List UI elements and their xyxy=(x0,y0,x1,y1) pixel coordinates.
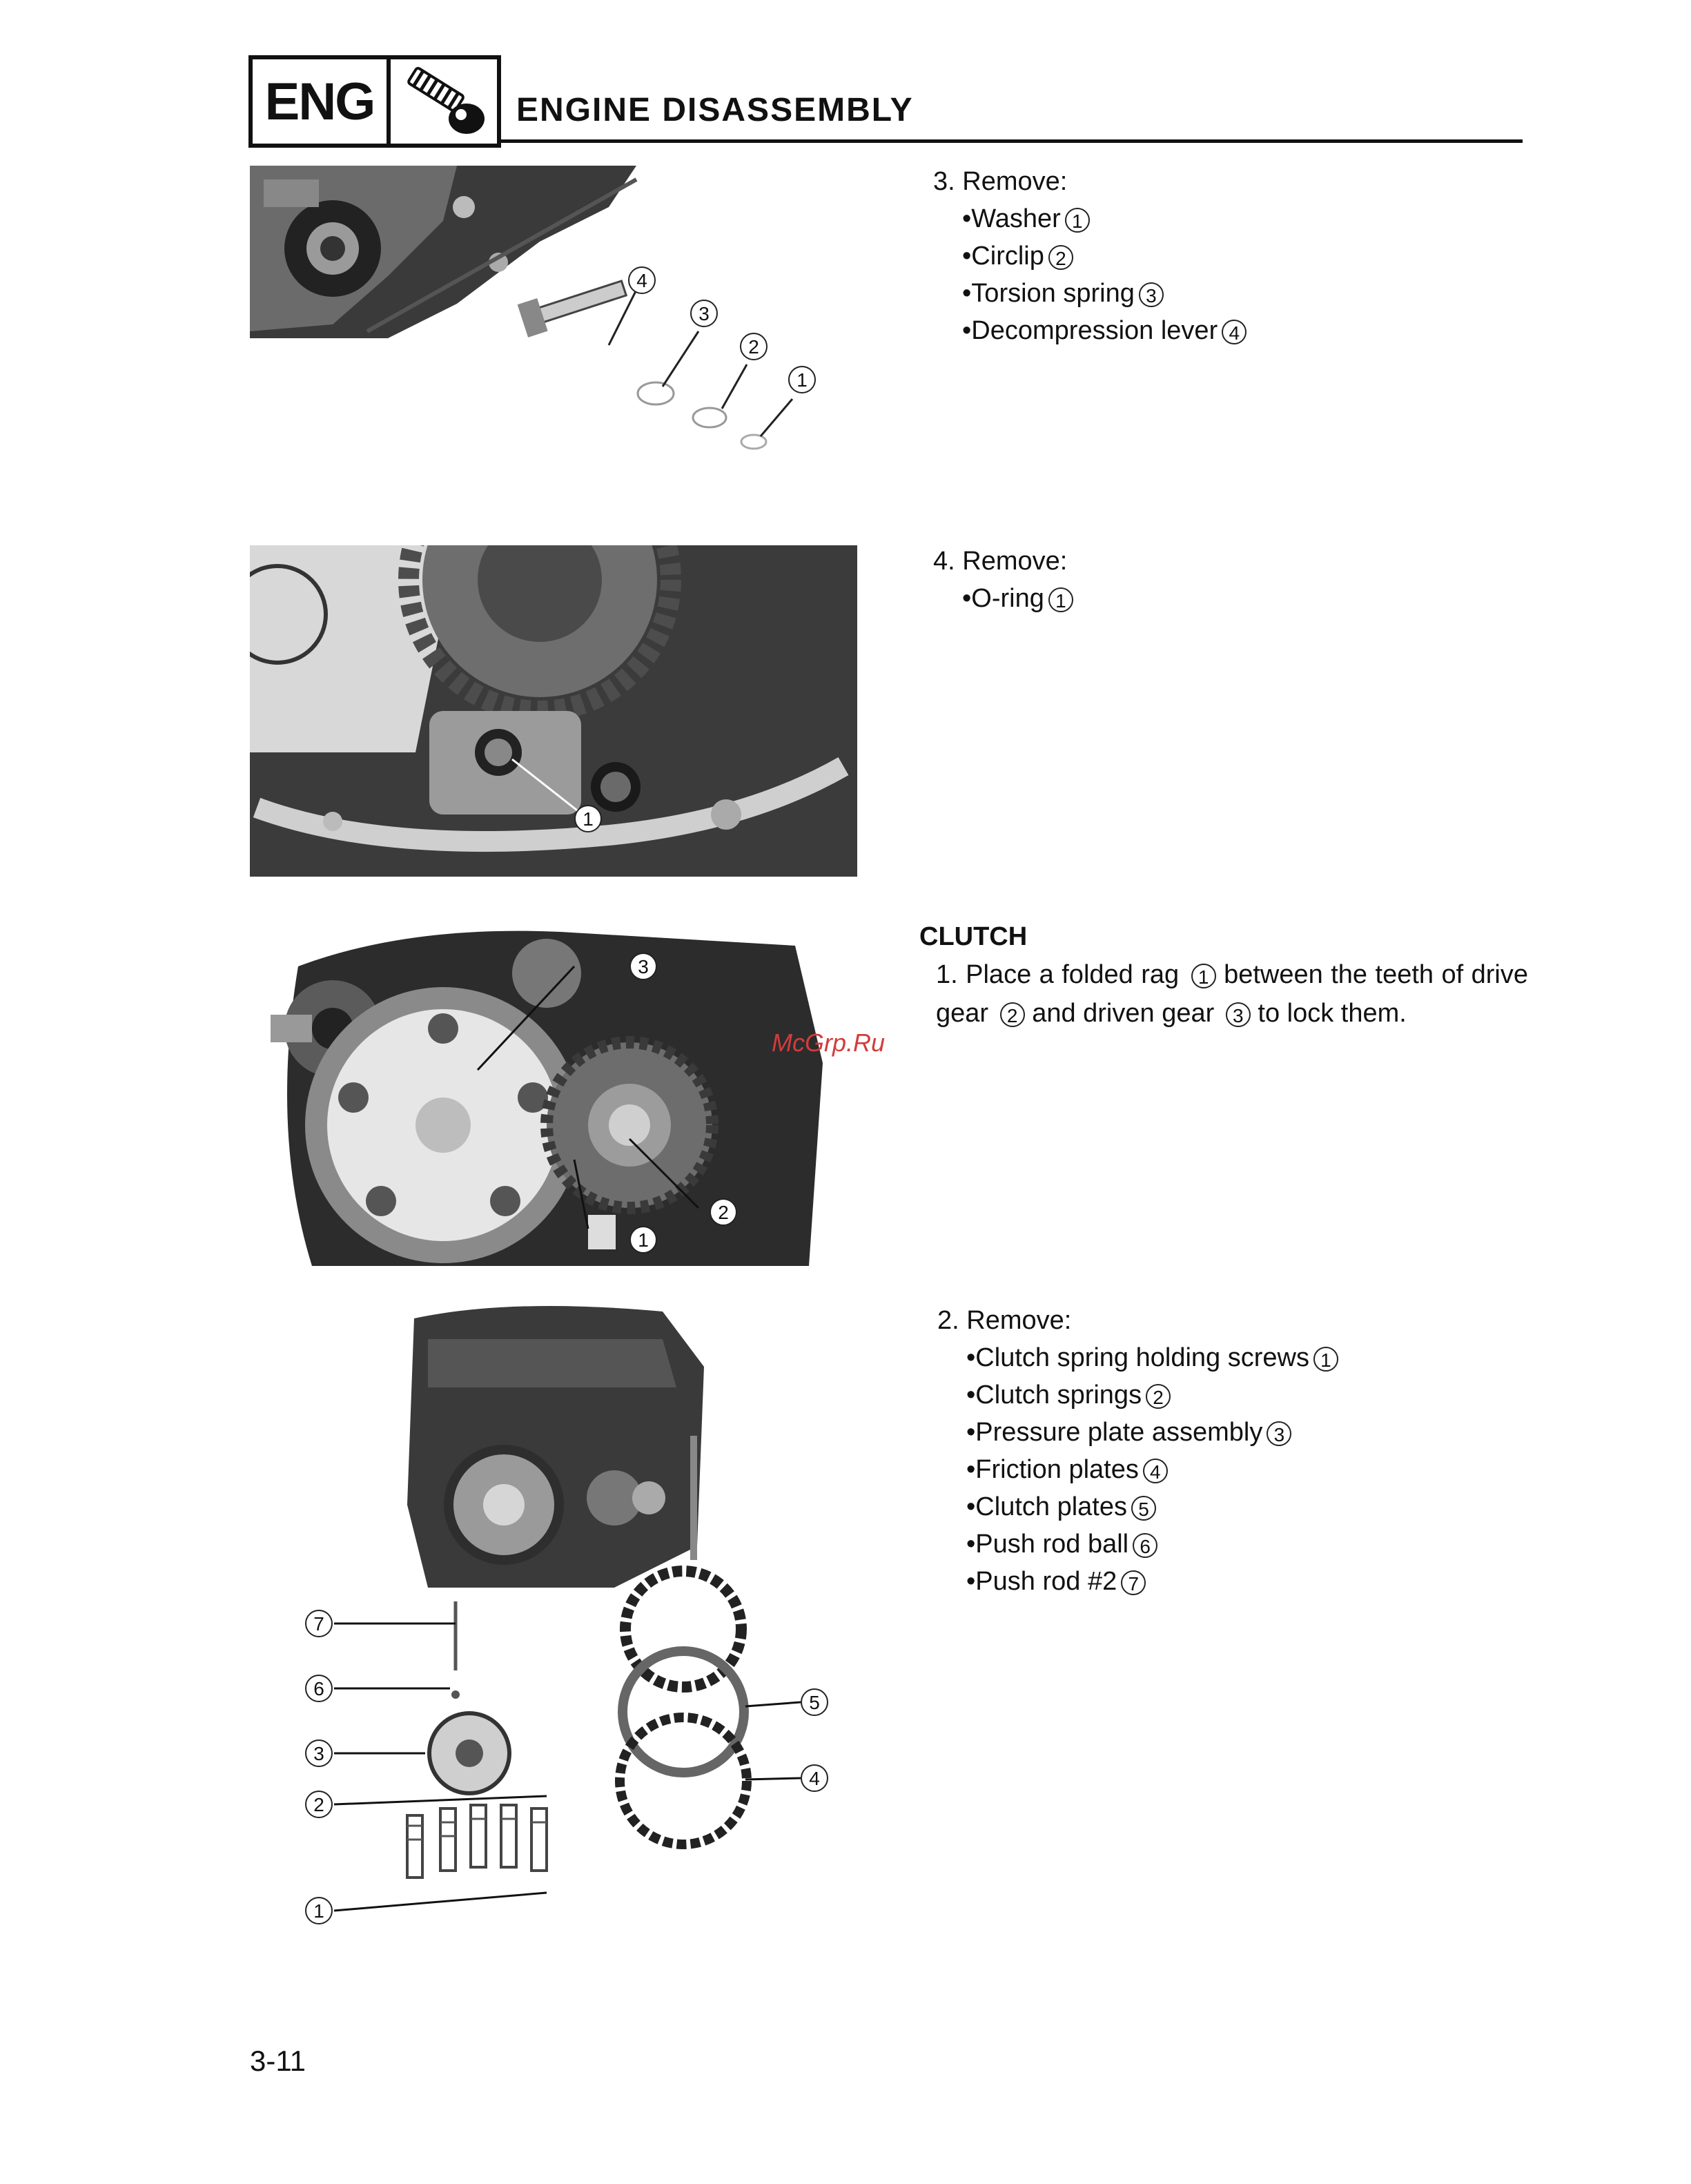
step4-instructions xyxy=(933,543,1073,617)
callout-1: 1 xyxy=(305,1897,333,1924)
callout-4: 4 xyxy=(801,1764,828,1792)
header-rule xyxy=(501,139,1523,143)
photo-clutch-exploded xyxy=(290,1298,870,1940)
step4-heading: 4. Remove: xyxy=(933,547,1068,576)
list-item: •Clutch plates 5 xyxy=(937,1488,1338,1525)
list-item: •O-ring 1 xyxy=(933,580,1073,617)
callout-1: 1 xyxy=(629,1226,657,1254)
page-title: ENGINE DISASSEMBLY xyxy=(516,92,914,128)
callout-2: 2 xyxy=(305,1791,333,1818)
clutch-step1: 1. Place a folded rag 1 between the teeth of drive gear 2 and driven gear 3 to lock them. xyxy=(936,960,1529,1028)
list-item: •Washer 1 xyxy=(933,200,1247,237)
list-item: •Pressure plate assembly 3 xyxy=(937,1414,1338,1451)
list-item: •Push rod #2 7 xyxy=(937,1563,1338,1600)
list-item: •Circlip 2 xyxy=(933,237,1247,275)
callout-2: 2 xyxy=(710,1198,737,1226)
callout-3: 3 xyxy=(305,1739,333,1767)
section-heading-clutch: CLUTCH xyxy=(919,922,1028,951)
section-badge xyxy=(248,55,501,148)
list-item: •Decompression lever 4 xyxy=(933,312,1247,349)
photo-decompression-lever xyxy=(250,166,871,469)
list-item: •Push rod ball 6 xyxy=(937,1525,1338,1563)
page-number: 3-11 xyxy=(250,2045,306,2077)
step2-instructions xyxy=(937,1302,1338,1600)
step2-heading: 2. Remove: xyxy=(937,1306,1072,1335)
watermark: McGrp.Ru xyxy=(772,1028,886,1057)
callout-1: 1 xyxy=(788,366,816,393)
callout-2: 2 xyxy=(740,333,768,360)
list-item: •Torsion spring 3 xyxy=(933,275,1247,312)
callout-3: 3 xyxy=(690,300,718,327)
photo-clutch-rag xyxy=(271,925,837,1266)
callout-1: 1 xyxy=(574,805,602,832)
list-item: •Clutch springs 2 xyxy=(937,1376,1338,1414)
list-item: •Friction plates 4 xyxy=(937,1451,1338,1488)
callout-5: 5 xyxy=(801,1688,828,1716)
callout-3: 3 xyxy=(629,953,657,980)
step3-heading: 3. Remove: xyxy=(933,167,1068,196)
engine-wrench-icon xyxy=(391,59,497,144)
list-item: •Clutch spring holding screws 1 xyxy=(937,1339,1338,1376)
callout-4: 4 xyxy=(628,266,656,294)
step3-instructions xyxy=(933,163,1247,349)
photo-o-ring xyxy=(250,545,857,877)
eng-badge-label: ENG xyxy=(253,59,391,144)
callout-6: 6 xyxy=(305,1675,333,1702)
callout-7: 7 xyxy=(305,1610,333,1637)
